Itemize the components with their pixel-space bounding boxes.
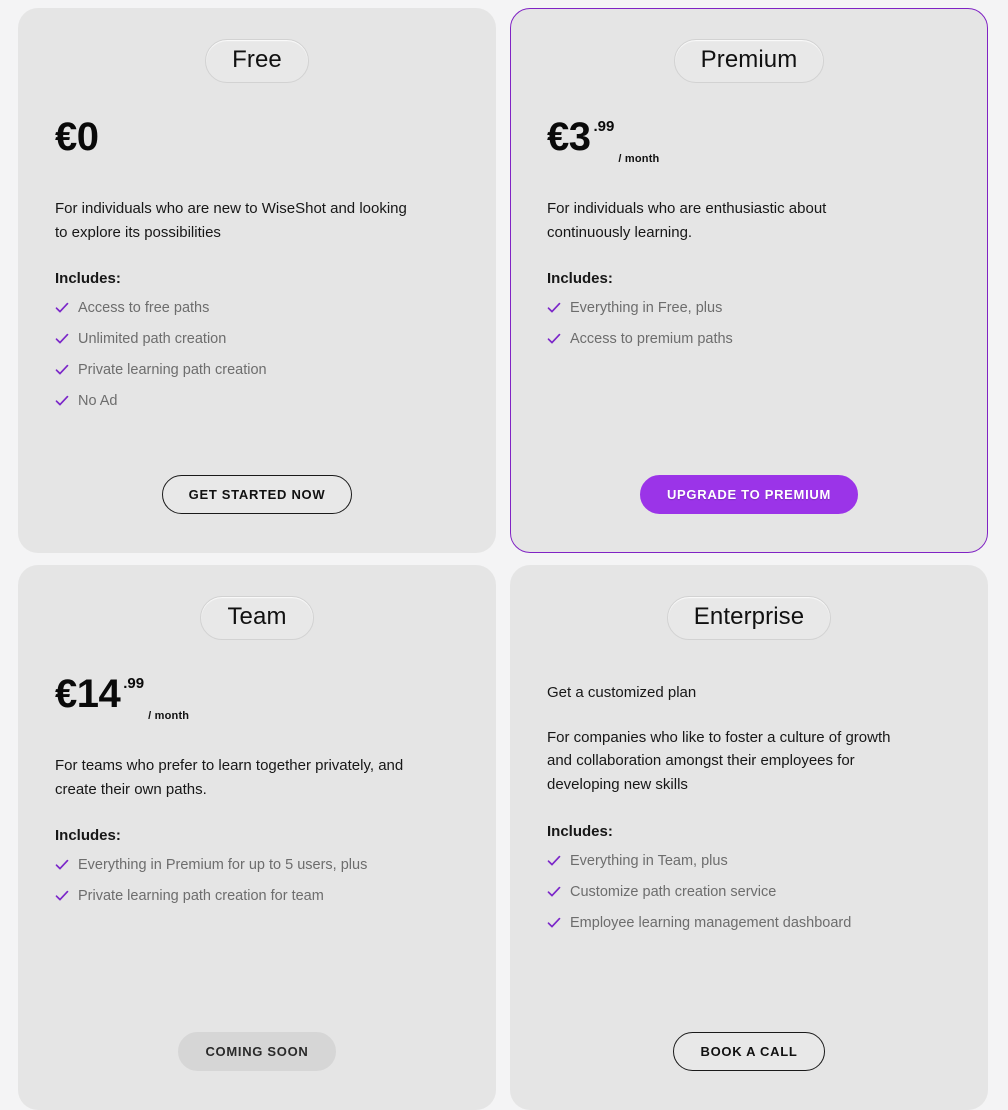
feature-label: Everything in Team, plus — [570, 852, 728, 869]
get-started-now-button[interactable]: GET STARTED NOW — [162, 475, 353, 514]
plan-badge-row — [547, 596, 951, 640]
upgrade-to-premium-button[interactable]: UPGRADE TO PREMIUM — [640, 475, 858, 514]
price-period: / month — [618, 152, 660, 165]
price-cents: .99 — [593, 117, 615, 135]
price-amount: €3 — [547, 114, 591, 159]
price-amount: €0 — [55, 114, 99, 159]
plan-description-free: For individuals who are new to WiseShot and looking to explore its possibilities — [55, 199, 407, 241]
plan-price-premium — [547, 114, 951, 167]
price-cents: .99 — [123, 674, 145, 692]
feature-label: Customize path creation service — [570, 883, 777, 900]
list-item — [55, 355, 459, 386]
check-icon — [55, 363, 69, 377]
plan-custom-price-enterprise: Get a customized plan — [547, 683, 697, 701]
includes-label-premium: Includes: — [547, 270, 613, 288]
list-item — [547, 908, 951, 939]
plan-card-free — [18, 8, 496, 553]
list-item — [547, 877, 951, 908]
plan-price-team — [55, 671, 459, 724]
check-icon — [547, 332, 561, 346]
plan-price-free — [55, 114, 459, 167]
price-period: / month — [148, 709, 190, 722]
cta-row — [547, 1032, 951, 1083]
cta-row — [547, 475, 951, 526]
cta-row — [55, 475, 459, 526]
plan-card-team — [18, 565, 496, 1110]
list-item — [55, 850, 459, 881]
feature-list-premium — [547, 293, 951, 355]
feature-label: Access to free paths — [78, 300, 210, 317]
plan-card-premium — [510, 8, 988, 553]
feature-label: Access to premium paths — [570, 331, 733, 348]
plan-description-team: For teams who prefer to learn together privately, and create their own paths. — [55, 756, 404, 798]
feature-list-free — [55, 293, 459, 417]
plan-badge-row — [55, 596, 459, 640]
plan-badge-row — [547, 39, 951, 83]
plan-description-premium: For individuals who are enthusiastic about continuously learning. — [547, 199, 827, 241]
check-icon — [547, 916, 561, 930]
list-item — [55, 324, 459, 355]
plan-badge-enterprise: Enterprise — [667, 596, 831, 640]
list-item — [547, 324, 951, 355]
includes-label-enterprise: Includes: — [547, 822, 613, 840]
feature-label: Unlimited path creation — [78, 331, 227, 348]
list-item — [55, 293, 459, 324]
feature-label: Everything in Free, plus — [570, 300, 723, 317]
check-icon — [55, 889, 69, 903]
feature-label: Private learning path creation for team — [78, 888, 324, 905]
list-item — [547, 293, 951, 324]
feature-list-enterprise — [547, 846, 951, 939]
plan-badge-free: Free — [205, 39, 309, 83]
check-icon — [55, 394, 69, 408]
feature-label: Private learning path creation — [78, 362, 267, 379]
price-amount: €14 — [55, 671, 121, 716]
list-item — [55, 881, 459, 912]
check-icon — [55, 332, 69, 346]
feature-label: No Ad — [78, 393, 118, 410]
plan-badge-premium: Premium — [674, 39, 825, 83]
list-item — [547, 846, 951, 877]
includes-label-team: Includes: — [55, 827, 121, 845]
check-icon — [547, 301, 561, 315]
check-icon — [55, 301, 69, 315]
plan-badge-row — [55, 39, 459, 83]
feature-label: Employee learning management dashboard — [570, 914, 852, 931]
plan-description-enterprise: For companies who like to foster a culture of growth and collaboration amongst their employees for developing new skills — [547, 728, 891, 794]
includes-label-free: Includes: — [55, 270, 121, 288]
plan-badge-team: Team — [200, 596, 313, 640]
cta-row — [55, 1032, 459, 1083]
check-icon — [547, 885, 561, 899]
check-icon — [55, 858, 69, 872]
book-a-call-button[interactable]: BOOK A CALL — [673, 1032, 824, 1071]
feature-list-team — [55, 850, 459, 912]
coming-soon-button: COMING SOON — [178, 1032, 335, 1071]
plan-card-enterprise — [510, 565, 988, 1110]
feature-label: Everything in Premium for up to 5 users, plus — [78, 857, 368, 874]
list-item — [55, 386, 459, 417]
check-icon — [547, 854, 561, 868]
